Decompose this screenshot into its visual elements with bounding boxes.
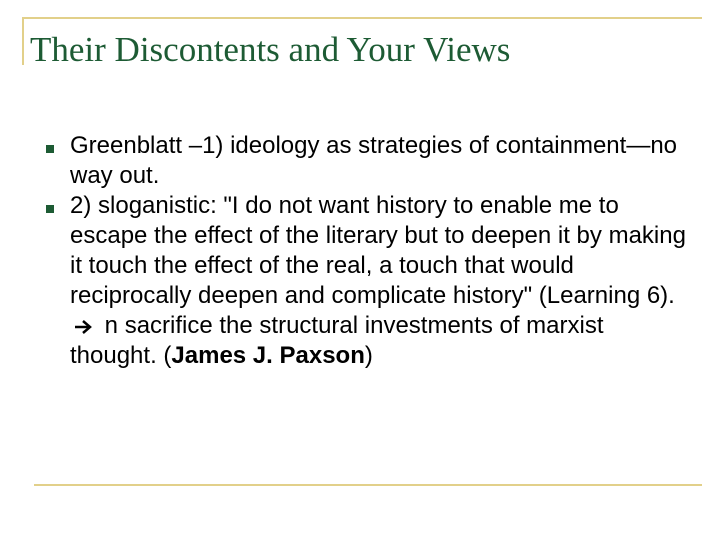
bottom-rule — [34, 484, 702, 486]
right-arrow-icon — [74, 319, 94, 335]
slide-title: Their Discontents and Your Views — [30, 30, 511, 69]
bullet-text-continued: n sacrifice the structural investments of marxist thought. ( — [70, 312, 604, 369]
bullet-item-sloganistic — [46, 191, 686, 371]
left-rule — [22, 17, 24, 65]
square-bullet-icon — [46, 205, 54, 213]
bullet-item-greenblatt — [46, 131, 686, 191]
bullet-text: 2) sloganistic: "I do not want history to enable me to escape the effect of the literary but to deepen it by making it touch the effect of the real, a touch that would reciprocally deepen and complicate history" (Learning 6). — [70, 192, 686, 309]
bullet-text: Greenblatt –1) ideology as strategies of containment—no way out. — [70, 132, 678, 189]
top-rule — [22, 17, 702, 19]
closing-paren: ) — [364, 342, 373, 369]
bullet-list — [46, 131, 686, 371]
square-bullet-icon — [46, 145, 54, 153]
author-name: James J. Paxson — [171, 342, 365, 369]
